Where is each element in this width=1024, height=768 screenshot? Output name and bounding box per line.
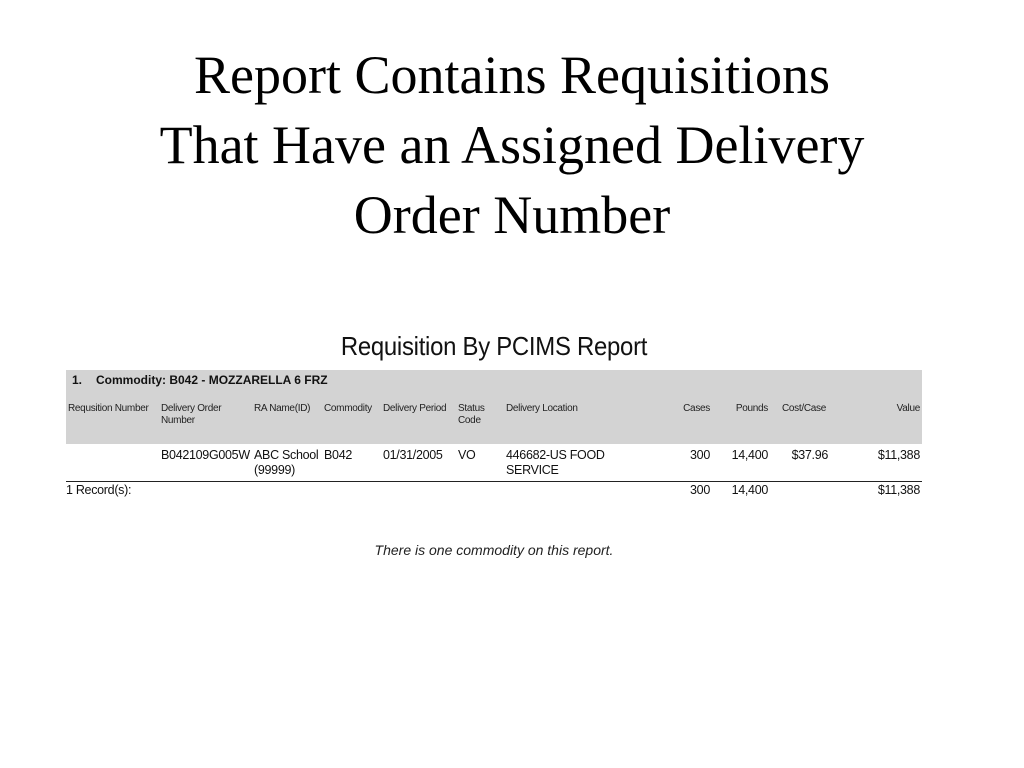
totals-value: $11,388: [877, 483, 920, 497]
column-header-requisition-number: Requsition Number: [68, 403, 149, 414]
column-header-commodity: Commodity: [324, 403, 372, 414]
column-header-ra-name: RA Name(ID): [254, 403, 311, 414]
cell-ra-name: ABC School (99999): [254, 448, 319, 477]
totals-divider: [66, 481, 922, 482]
cell-value: $11,388: [877, 448, 920, 462]
column-header-delivery-period: Delivery Period: [383, 403, 447, 414]
report-title: Requisition By PCIMS Report: [340, 331, 648, 361]
cell-commodity: B042: [324, 448, 352, 462]
cell-delivery-period: 01/31/2005: [383, 448, 443, 462]
cell-pounds: 14,400: [731, 448, 768, 462]
cell-delivery-order-number: B042109G005W: [161, 448, 250, 462]
column-header-status-code: Status Code: [458, 403, 485, 426]
column-header-cost-case: Cost/Case: [782, 403, 826, 414]
commodity-label: Commodity: B042 - MOZZARELLA 6 FRZ: [96, 373, 328, 387]
totals-pounds: 14,400: [731, 483, 768, 497]
totals-label: 1 Record(s):: [66, 483, 132, 497]
commodity-line: [72, 373, 328, 387]
report-footnote: There is one commodity on this report.: [374, 542, 614, 558]
column-header-cases: Cases: [683, 403, 710, 414]
cell-cost-case: $37.96: [791, 448, 828, 462]
report-body: [66, 370, 922, 630]
commodity-header-band: [66, 370, 922, 444]
column-header-pounds: Pounds: [735, 403, 768, 414]
column-header-delivery-order-number: Delivery Order Number: [161, 403, 222, 426]
column-header-value: Value: [896, 403, 920, 414]
cell-cases: 300: [690, 448, 710, 462]
column-header-delivery-location: Delivery Location: [506, 403, 578, 414]
slide-title: [60, 40, 964, 250]
commodity-number: 1.: [72, 373, 83, 387]
cell-status-code: VO: [458, 448, 476, 462]
slide-title-line-1: Report Contains Requisitions: [193, 45, 830, 105]
report-image: [66, 328, 922, 630]
cell-delivery-location: 446682-US FOOD SERVICE: [506, 448, 605, 477]
slide-title-line-2: That Have an Assigned Delivery: [159, 115, 865, 175]
totals-cases: 300: [690, 483, 710, 497]
slide-title-line-3: Order Number: [353, 185, 671, 245]
